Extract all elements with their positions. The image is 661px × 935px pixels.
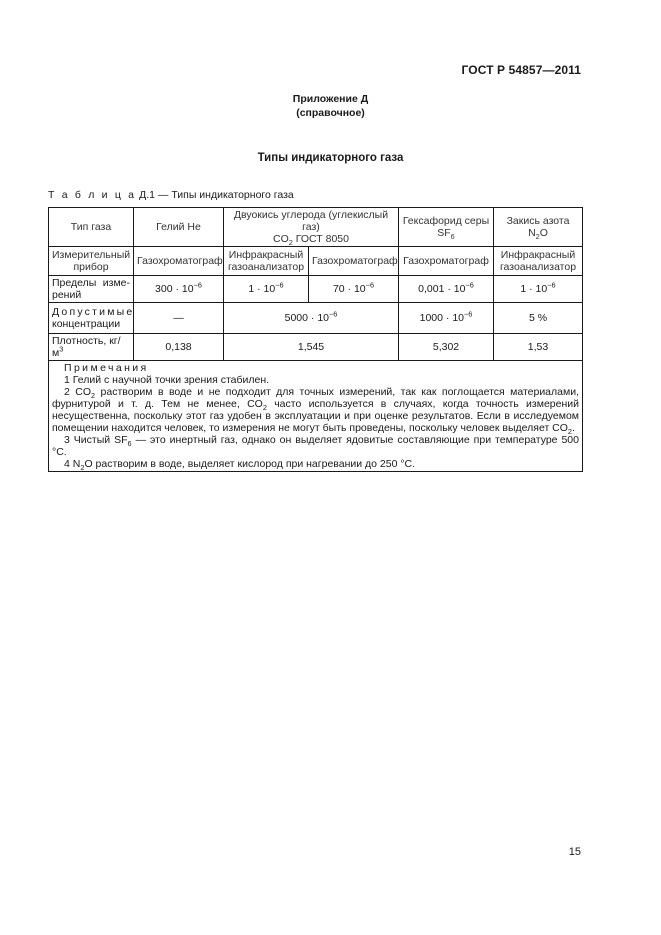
n2o-subscript: 2 xyxy=(535,232,540,242)
n2o-formula-o: O xyxy=(539,227,548,239)
limits-helium: 300 · 10 xyxy=(155,283,194,295)
header-gas-type: Тип газа xyxy=(49,208,134,247)
instrument-n2o: Инфракрасный газоанализатор xyxy=(494,247,583,276)
note-2-sub-b: 2 xyxy=(262,403,267,413)
table-row-allowed xyxy=(49,303,583,334)
allowed-co2-exp: −6 xyxy=(329,309,338,319)
note-3-sub: 6 xyxy=(127,439,132,449)
note-2-b: растворим в воде и не подходит для точных измерений, так как поглощается материалами, фурнитурой и т. д. Тем не менее, CO xyxy=(52,386,579,410)
allowed-helium: — xyxy=(134,303,224,334)
note-4 xyxy=(52,458,579,473)
gas-types-table xyxy=(48,207,583,472)
instrument-helium: Газохроматограф xyxy=(134,247,224,276)
density-co2: 1,545 xyxy=(224,334,399,361)
limits-co2-gc-exp: −6 xyxy=(365,280,375,290)
allowed-sf6-exp: −6 xyxy=(464,309,473,319)
limits-n2o-exp: −6 xyxy=(547,280,556,290)
table-row-density xyxy=(49,334,583,361)
header-n2o-name: Закись азота xyxy=(506,215,570,227)
header-n2o xyxy=(494,208,583,247)
allowed-word-1: Допустимые xyxy=(52,306,135,318)
allowed-n2o: 5 % xyxy=(494,303,583,334)
limits-helium-cell xyxy=(134,276,224,303)
note-2-a: 2 CO xyxy=(64,386,92,398)
limits-n2o: 1 · 10 xyxy=(520,283,548,295)
n2o-formula-n: N xyxy=(528,227,536,239)
notes-cell xyxy=(49,361,583,472)
note-2-sub-a: 2 xyxy=(91,391,96,401)
row-label-density xyxy=(49,334,134,361)
table-caption-prefix: Т а б л и ц а xyxy=(48,189,137,201)
allowed-word-2: концентрации xyxy=(52,318,121,330)
limits-sf6-exp: −6 xyxy=(465,280,474,290)
table-row-limits xyxy=(49,276,583,303)
limits-sf6: 0,001 · 10 xyxy=(418,283,466,295)
note-2-c: часто используется в случаях, когда точность измерений несущественна, поскольку этот газ удобен в эксплуатации и при оценке результатов. Если в исследуемом помещении находится человек, то измерения не могут быть проведены, поскольку человек выделяет CO xyxy=(52,398,579,434)
annex-heading xyxy=(0,92,661,120)
limits-co2-ir: 1 · 10 xyxy=(248,283,276,295)
header-n2o-formula xyxy=(497,227,579,242)
header-helium: Гелий Не xyxy=(134,208,224,247)
notes-title: Примечания xyxy=(64,362,149,374)
table-instrument-row xyxy=(49,247,583,276)
note-4-a: 4 N xyxy=(64,458,81,470)
limits-helium-exp: −6 xyxy=(193,280,202,290)
density-n2o: 1,53 xyxy=(494,334,583,361)
section-title: Типы индикаторного газа xyxy=(257,152,404,164)
header-sf6-name: Гексафорид серы xyxy=(402,215,490,227)
header-instrument: Измерительный прибор xyxy=(49,247,134,276)
instrument-co2-gc: Газохроматограф xyxy=(309,247,399,276)
note-2 xyxy=(52,386,579,437)
header-co2-formula xyxy=(227,233,395,248)
note-1: 1 Гелий с научной точки зрения стабилен. xyxy=(64,374,270,386)
allowed-co2-cell xyxy=(224,303,399,334)
header-sf6-formula xyxy=(402,227,490,242)
allowed-co2: 5000 · 10 xyxy=(284,312,329,324)
table-notes-row xyxy=(49,361,583,472)
limits-co2-ir-exp: −6 xyxy=(275,280,284,290)
note-3-b: — это инертный газ, однако он выделяет ядовитые составляющие при температуре 500 °С. xyxy=(52,434,579,458)
limits-label-line1 xyxy=(52,277,130,289)
limits-n2o-cell xyxy=(494,276,583,303)
note-3 xyxy=(52,434,579,458)
note-2-sub-c: 2 xyxy=(567,427,573,437)
limits-co2-gc-cell xyxy=(309,276,399,303)
limits-word-1: Пределы xyxy=(52,277,97,289)
limits-word-2: изме- xyxy=(102,277,130,289)
table-caption-text: Д.1 — Типы индикаторного газа xyxy=(139,189,294,201)
limits-co2-gc: 70 · 10 xyxy=(332,283,366,295)
limits-word-3: рений xyxy=(52,289,82,301)
note-4-b: O растворим в воде, выделяет кислород при нагревании до 250 °С. xyxy=(84,458,416,470)
density-helium: 0,138 xyxy=(134,334,224,361)
row-label-limits xyxy=(49,276,134,303)
header-sf6 xyxy=(399,208,494,247)
header-co2-name: Двуокись углерода (углекислый газ) xyxy=(233,209,389,233)
row-label-allowed xyxy=(49,303,134,334)
density-label: Плотность, кг/м xyxy=(52,335,121,359)
table-header-row xyxy=(49,208,583,247)
limits-co2-ir-cell xyxy=(224,276,309,303)
sf6-subscript: 6 xyxy=(450,232,455,242)
annex-title: Приложение Д xyxy=(292,93,369,105)
allowed-sf6-cell xyxy=(399,303,494,334)
sf6-formula: SF xyxy=(437,227,451,239)
limits-sf6-cell xyxy=(399,276,494,303)
note-2-d: . xyxy=(572,422,575,434)
page-number: 15 xyxy=(568,846,581,858)
table-caption xyxy=(48,189,294,201)
allowed-sf6: 1000 · 10 xyxy=(419,312,464,324)
standard-code: ГОСТ Р 54857—2011 xyxy=(461,63,581,77)
co2-gost: ГОСТ 8050 xyxy=(292,233,349,245)
density-label-exp: 3 xyxy=(59,344,64,354)
annex-subtitle: (справочное) xyxy=(296,107,365,119)
instrument-co2-ir: Инфракрасный газоанализатор xyxy=(224,247,309,276)
instrument-sf6: Газохроматограф xyxy=(399,247,494,276)
co2-formula: CO xyxy=(273,233,289,245)
note-4-sub: 2 xyxy=(80,463,85,473)
note-3-a: 3 Чистый SF xyxy=(64,434,128,446)
header-co2 xyxy=(224,208,399,247)
co2-subscript: 2 xyxy=(288,238,293,248)
density-sf6: 5,302 xyxy=(399,334,494,361)
